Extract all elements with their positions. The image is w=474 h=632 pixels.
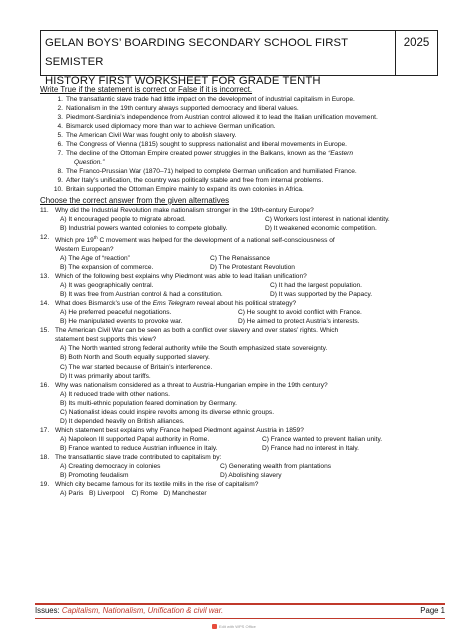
q11-options-bd [40,224,450,233]
footer [35,606,445,615]
q12-continuation: Western European? [55,245,114,253]
option-a[interactable]: A) The Age of “reaction” [60,254,130,262]
tf-item-number: 7. [57,150,63,158]
tf-item-text: The transatlantic slave trade had little impact on the development of industrial capitalism in Europe. [66,96,355,103]
q18-options-bd [40,471,450,480]
tf-item-number: 9. [57,177,63,185]
q14-options-bd [40,317,450,326]
q19-options[interactable]: A) Paris B) Liverpool C) Rome D) Manchester [60,490,207,498]
tf-item-number: 3. [57,114,63,122]
tf-item [40,185,450,194]
option-a[interactable]: A) He preferred peaceful negotiations. [60,309,172,317]
option-d[interactable]: D) Abolishing slavery [220,472,282,480]
option-d[interactable]: D) The Protestant Revolution [210,263,295,271]
section2-heading: Choose the correct answer from the given alternatives [40,195,230,205]
option-c[interactable]: C) It had the largest population. [270,282,363,290]
option-a[interactable]: A) It encouraged people to migrate abroad. [60,215,186,223]
option-c[interactable]: C) Nationalist ideas could inspire revolts among its diverse ethnic groups. [60,408,275,416]
year-cell: 2025 [395,31,437,75]
option-b[interactable]: B) France wanted to reduce Austrian influence in Italy. [60,444,218,452]
q18-options-ac [40,462,450,471]
option-a[interactable]: A) Napoleon III supported Papal authority in Rome. [60,435,210,443]
option-d[interactable]: D) He aimed to protect Austria’s interests. [238,318,360,326]
option-b[interactable]: B) He manipulated events to provoke war. [60,318,183,326]
option-b[interactable]: B) It was free from Austrian control & had a constitution. [60,291,223,299]
wps-label: Edit with WPS Office [219,624,256,629]
option-a[interactable]: A) It was geographically central. [60,282,154,290]
tf-item-text: Piedmont-Sardinia’s independence from Austrian control allowed it to lead the Italian unification movement. [66,114,378,122]
option-d[interactable]: D) It depended heavily on British alliances. [60,417,185,425]
option-c[interactable]: C) The Renaissance [210,254,270,262]
q14-options-ac [40,308,450,317]
true-false-list [40,95,450,195]
tf-item [40,167,450,176]
tf-item-number: 5. [57,132,63,140]
option-c[interactable]: C) France wanted to prevent Italian unity. [262,435,383,443]
section1-heading: Write True if the statement is correct or False if it is incorrect. [40,85,253,94]
tf-item-number: 4. [57,123,63,131]
q17-options-bd [40,444,450,453]
worksheet-title [45,34,390,91]
question-13: 13. Which of the following best explains why Piedmont was able to lead Italian unification? [40,273,307,281]
tf-item [40,122,450,131]
option-a[interactable]: A) Creating democracy in colonies [60,463,161,471]
tf-item-text: After Italy’s unification, the country was politically stable and free from internal problems. [66,177,324,185]
footer-issues-label: Issues: [35,606,62,615]
tf-item-number: 1. [57,96,63,103]
page-number: Page 1 [420,606,445,615]
tf-item-text: The Congress of Vienna (1815) sought to suppress nationalist and liberal movements in Europe. [66,141,348,149]
question-19: 19. Which city became famous for its textile mills in the rise of capitalism? [40,481,259,489]
option-a[interactable]: A) The North wanted strong federal authority while the South emphasized state sovereignty. [60,345,328,353]
tf-item [40,113,450,122]
option-c[interactable]: C) Generating wealth from plantations [220,463,332,471]
tf-item [40,104,450,113]
tf-item [40,176,450,185]
tf-item [40,95,450,104]
question-18: 18. The transatlantic slave trade contributed to capitalism by: [40,453,222,461]
q15-continuation: statement best supports this view? [55,336,157,344]
tf-item-text: Nationalism in the 19th century always supported democracy and liberal values. [66,105,299,113]
tf-item [40,140,450,149]
tf-item-number: 2. [57,105,63,113]
question-12: 12. Which pre 19th C movement was helped for the development of a national self-consciousness of [40,233,335,244]
option-b[interactable]: B) Both North and South equally supported slavery. [60,354,210,362]
option-c[interactable]: C) Workers lost interest in national identity. [265,215,390,223]
tf-item [40,149,450,158]
question-14: 14. What does Bismarck’s use of the Ems Telegram reveal about his political strategy? [40,300,297,308]
q13-options-bd [40,290,450,299]
footer-divider-bottom [35,618,445,619]
title-line-1: GELAN BOYS’ BOARDING SECONDARY SCHOOL FIRST SEMISTER [45,37,348,68]
footer-divider-top [35,603,445,605]
option-b[interactable]: B) Industrial powers wanted colonies to compete globally. [60,224,228,232]
wps-watermark[interactable] [212,624,256,629]
tf-item-continuation: Question.” [74,159,105,167]
option-a[interactable]: A) It reduced trade with other nations. [60,390,170,398]
option-d[interactable]: D) It was primarily about tariffs. [60,372,151,380]
footer-issues-text: Capitalism, Nationalism, Unification & civil war. [61,606,224,615]
title-line-2: HISTORY FIRST WORKSHEET FOR GRADE TENTH [45,75,321,87]
question-15: 15. The American Civil War can be seen as both a conflict over slavery and over states’ rights. Which [40,327,339,335]
option-b[interactable]: B) Its multi-ethnic population feared domination by Germany. [60,399,237,407]
q12-options-ac [40,254,450,263]
tf-item-text: The Franco-Prussian War (1870–71) helped to complete German unification and humiliated France. [66,168,357,176]
question-16: 16. Why was nationalism considered as a threat to Austria-Hungarian empire in the 19th century? [40,381,328,389]
option-c[interactable]: C) The war started because of Britain’s interference. [60,363,213,371]
q17-options-ac [40,435,450,444]
tf-item-number: 6. [57,141,63,149]
tf-item-text: Bismarck used diplomacy more than war to achieve German unification. [66,123,276,131]
question-17: 17. Which statement best explains why France helped Piedmont against Austria in 1859? [40,426,304,434]
worksheet-header [40,30,438,87]
option-b[interactable]: B) Promoting feudalism [60,472,129,480]
option-d[interactable]: D) It weakened economic competition. [265,224,377,232]
q12-options-bd [40,263,450,272]
wps-logo-icon [212,624,217,629]
option-c[interactable]: C) He sought to avoid conflict with France. [238,309,362,317]
question-11: 11. Why did the Industrial Revolution make nationalism stronger in the 19th-century Europe? [40,206,314,214]
q11-options-ac [40,215,450,224]
tf-item-number: 10. [53,186,63,194]
tf-item-text: The American Civil War was fought only to abolish slavery. [66,132,237,140]
option-d[interactable]: D) It was supported by the Papacy. [270,291,373,299]
tf-item-text: Britain supported the Ottoman Empire mainly to expand its own colonies in Africa. [66,186,304,194]
tf-item-text: The decline of the Ottoman Empire created power struggles in the Balkans, known as the “Eastern [66,150,353,158]
option-b[interactable]: B) The expansion of commerce. [60,263,154,271]
q13-options-ac [40,281,450,290]
worksheet-body [40,84,450,498]
tf-item-number: 8. [57,168,63,176]
tf-item [40,131,450,140]
option-d[interactable]: D) France had no interest in Italy. [262,444,359,452]
